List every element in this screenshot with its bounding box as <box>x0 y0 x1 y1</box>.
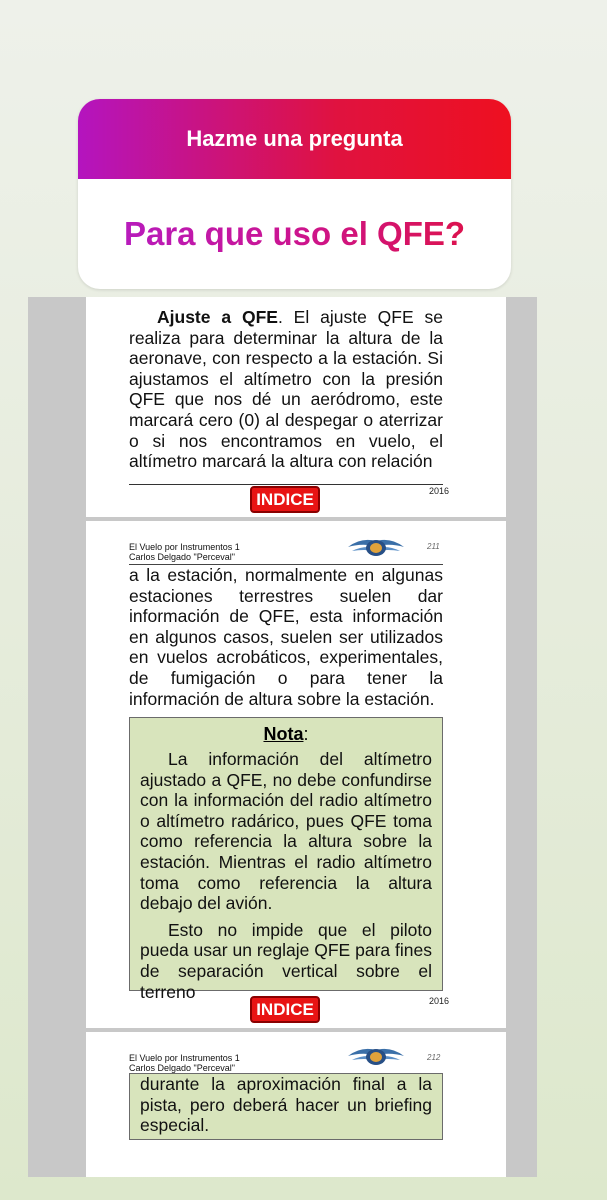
note-box-continued <box>129 1073 443 1140</box>
page2-number: 211 <box>427 542 440 551</box>
question-header: Hazme una pregunta <box>78 99 511 179</box>
page1-paragraph <box>129 307 443 472</box>
note-continued-text: durante la aproximación final a la pista, pero deberá hacer un briefing especial. <box>140 1074 432 1136</box>
wings-logo-icon <box>346 1044 406 1070</box>
note-paragraph-2: Esto no impide que el piloto pueda usar un reglaje QFE para fines de separación vertical sobre el terreno <box>140 919 432 1002</box>
question-sticker[interactable] <box>78 99 511 289</box>
document-page-2 <box>86 521 506 1028</box>
page1-text: . El ajuste QFE se realiza para determinar la altura de la aeronave, con respecto a la estación. Si ajustamos el altímetro con la presión QFE que nos dé un aeródromo, este marcará cero (0) al despegar o aterrizar o si nos encontramos en vuelo, el altímetro marcará la altura con relación <box>129 307 443 472</box>
page2-paragraph: a la estación, normalmente en algunas estaciones terrestres suelen dar información de QFE, esta información en algunos casos, suelen ser utilizados en vuelos acrobáticos, experimentales, de fumigación o para tener la información de altura sobre la estación. <box>129 565 443 709</box>
page3-header <box>129 1053 240 1073</box>
note-paragraph-1: La información del altímetro ajustado a QFE, no debe confundirse con la información del radio altímetro o altímetro radárico, pues QFE toma como referencia la altura sobre la estación. Mientras el radio altímetro toma como referencia la altura debajo del avión. <box>140 749 432 914</box>
page3-header-author: Carlos Delgado "Perceval" <box>129 1063 235 1073</box>
question-text: Para que uso el QFE? <box>78 179 511 289</box>
document-page-1 <box>86 297 506 517</box>
page3-header-title: El Vuelo por Instrumentos 1 <box>129 1053 240 1063</box>
document-viewer[interactable] <box>28 297 537 1177</box>
page3-number: 212 <box>427 1053 441 1062</box>
indice-button[interactable]: INDICE <box>250 486 320 513</box>
page1-year: 2016 <box>428 486 449 496</box>
wings-logo-icon <box>346 535 406 561</box>
document-page-3 <box>86 1032 506 1177</box>
note-box <box>129 717 443 1002</box>
page2-year: 2016 <box>428 996 449 1006</box>
page2-header-author: Carlos Delgado "Perceval" <box>129 552 235 562</box>
indice-button-2[interactable]: INDICE <box>250 996 320 1023</box>
page2-header-title: El Vuelo por Instrumentos 1 <box>129 542 240 552</box>
page2-header <box>129 542 240 562</box>
note-title: Nota: <box>263 724 309 744</box>
page1-lead-bold: Ajuste a QFE <box>157 307 278 327</box>
page1-footer-rule <box>129 484 443 485</box>
